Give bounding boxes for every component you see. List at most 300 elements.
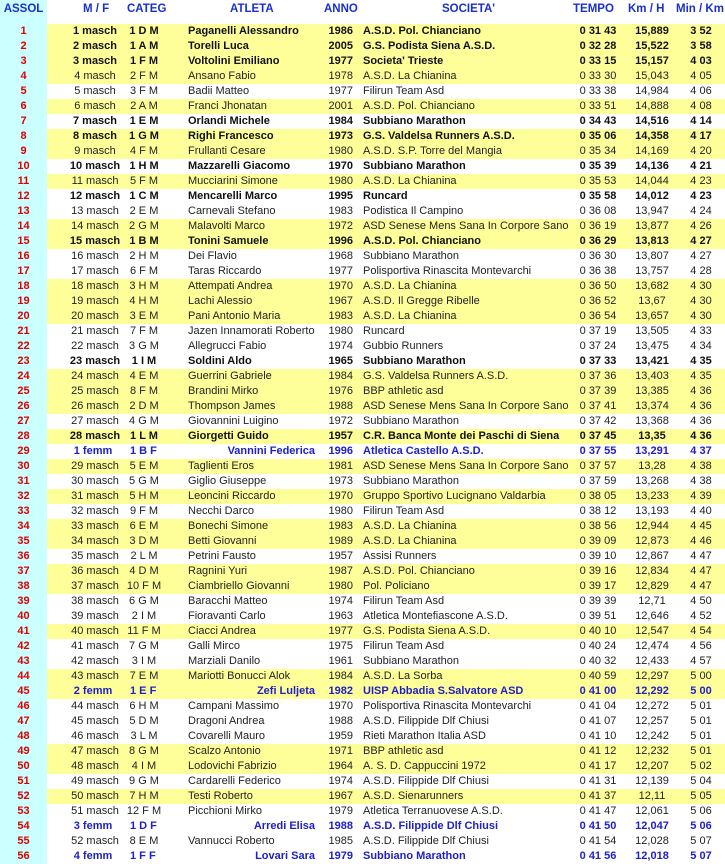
- cell-minkm: 4 52: [690, 610, 712, 622]
- cell-atleta: Soldini Aldo: [188, 355, 252, 367]
- cell-tempo: 0 37 55: [579, 445, 617, 457]
- cell-minkm: 4 28: [690, 265, 712, 277]
- cell-societa: Polisportiva Rinascita Montevarchi: [363, 700, 532, 712]
- cell-assol: 13: [17, 205, 30, 217]
- table-header: [0, 0, 725, 24]
- cell-minkm: 4 05: [690, 70, 712, 82]
- cell-tempo: 0 39 51: [579, 610, 617, 622]
- cell-mf: 42 masch: [71, 655, 119, 667]
- cell-anno: 1985: [328, 835, 353, 847]
- cell-minkm: 4 46: [690, 535, 712, 547]
- cell-mf: 8 masch: [72, 130, 118, 142]
- cell-societa: Subbiano Marathon: [363, 250, 460, 262]
- cell-tempo: 0 35 39: [579, 160, 617, 172]
- cell-anno: 1970: [328, 490, 353, 502]
- cell-mf: 12 masch: [69, 190, 121, 202]
- table-row: [0, 729, 725, 744]
- cell-mf: 27 masch: [71, 415, 119, 427]
- cell-categ: 3 G M: [129, 340, 159, 352]
- cell-kmh: 12,646: [635, 610, 669, 622]
- cell-assol: 33: [17, 505, 30, 517]
- cell-kmh: 14,358: [635, 130, 669, 142]
- table-row: [0, 849, 725, 864]
- cell-categ: 2 A M: [130, 100, 158, 112]
- cell-mf: 13 masch: [71, 205, 119, 217]
- cell-categ: 3 F M: [129, 85, 159, 97]
- cell-societa: BBP athletic asd: [363, 385, 444, 397]
- cell-minkm: 4 30: [690, 310, 712, 322]
- cell-atleta: Lovari Sara: [255, 850, 315, 862]
- cell-kmh: 14,984: [635, 85, 669, 97]
- cell-categ: 8 F M: [129, 385, 159, 397]
- cell-anno: 1976: [328, 385, 353, 397]
- cell-kmh: 12,873: [635, 535, 669, 547]
- table-row: [0, 744, 725, 759]
- cell-atleta: Giovannini Luigino: [188, 415, 279, 427]
- cell-societa: C.R. Banca Monte dei Paschi di Siena: [363, 430, 560, 442]
- cell-mf: 15 masch: [69, 235, 121, 247]
- cell-mf: 30 masch: [71, 475, 119, 487]
- cell-tempo: 0 40 10: [579, 625, 617, 637]
- cell-categ: 2 F M: [129, 70, 159, 82]
- cell-minkm: 4 54: [690, 625, 712, 637]
- cell-mf: 19 masch: [71, 295, 119, 307]
- cell-mf: 2 femm: [73, 685, 113, 697]
- cell-categ: 3 E M: [129, 310, 159, 322]
- cell-societa: Subbiano Marathon: [363, 415, 460, 427]
- cell-assol: 11: [17, 175, 30, 187]
- cell-mf: 49 masch: [71, 775, 119, 787]
- table-row: [0, 279, 725, 294]
- cell-categ: 2 I M: [131, 610, 157, 622]
- cell-mf: 14 masch: [71, 220, 119, 232]
- cell-anno: 1988: [328, 400, 353, 412]
- cell-assol: 43: [17, 655, 30, 667]
- cell-tempo: 0 41 31: [579, 775, 617, 787]
- table-row: [0, 219, 725, 234]
- cell-categ: 2 E M: [129, 205, 159, 217]
- cell-societa: Atletica Terranuovese A.S.D.: [363, 805, 503, 817]
- cell-categ: 1 I M: [131, 355, 157, 367]
- cell-minkm: 4 33: [690, 325, 712, 337]
- cell-categ: 1 D F: [130, 820, 157, 832]
- cell-tempo: 0 37 57: [579, 460, 617, 472]
- cell-tempo: 0 39 09: [579, 535, 617, 547]
- table-row: [0, 264, 725, 279]
- cell-societa: ASD Senese Mens Sana In Corpore Sano: [363, 460, 569, 472]
- cell-minkm: 4 27: [690, 235, 712, 247]
- cell-assol: 55: [17, 835, 30, 847]
- table-row: [0, 624, 725, 639]
- cell-kmh: 13,403: [635, 370, 669, 382]
- cell-societa: A.S.D. La Chianina: [363, 280, 457, 292]
- cell-assol: 17: [17, 265, 30, 277]
- cell-anno: 1964: [328, 760, 353, 772]
- cell-mf: 29 masch: [71, 460, 119, 472]
- cell-minkm: 4 14: [690, 115, 712, 127]
- table-row: [0, 519, 725, 534]
- cell-mf: 21 masch: [71, 325, 119, 337]
- cell-minkm: 4 06: [690, 85, 712, 97]
- table-row: [0, 84, 725, 99]
- cell-assol: 22: [17, 340, 30, 352]
- cell-mf: 52 masch: [71, 835, 119, 847]
- cell-categ: 3 D M: [129, 535, 159, 547]
- cell-mf: 1 femm: [73, 445, 113, 457]
- cell-societa: Filirun Team Asd: [363, 505, 445, 517]
- cell-kmh: 12,047: [635, 820, 669, 832]
- cell-assol: 27: [17, 415, 30, 427]
- cell-minkm: 4 38: [690, 460, 712, 472]
- cell-mf: 47 masch: [71, 745, 119, 757]
- cell-assol: 49: [17, 745, 30, 757]
- cell-categ: 5 E M: [129, 460, 159, 472]
- cell-anno: 1987: [328, 565, 353, 577]
- cell-societa: A.S.D. S.P. Torre del Mangia: [363, 145, 502, 157]
- cell-tempo: 0 36 19: [579, 220, 617, 232]
- cell-kmh: 13,877: [635, 220, 669, 232]
- cell-kmh: 13,368: [635, 415, 669, 427]
- cell-tempo: 0 36 30: [579, 250, 617, 262]
- cell-atleta: Campani Massimo: [188, 700, 280, 712]
- cell-tempo: 0 36 52: [579, 295, 617, 307]
- table-row: [0, 414, 725, 429]
- cell-societa: A.S.D. Filippide Dlf Chiusi: [363, 820, 499, 832]
- cell-categ: 2 D M: [129, 400, 159, 412]
- cell-anno: 1967: [328, 295, 353, 307]
- cell-categ: 6 E M: [129, 520, 159, 532]
- cell-tempo: 0 36 29: [579, 235, 617, 247]
- cell-tempo: 0 41 50: [579, 820, 617, 832]
- cell-kmh: 12,867: [635, 550, 669, 562]
- cell-societa: A.S.D. Pol. Chianciano: [363, 565, 475, 577]
- cell-categ: 3 H M: [129, 280, 159, 292]
- cell-atleta: Lachi Alessio: [188, 295, 253, 307]
- cell-kmh: 12,272: [635, 700, 669, 712]
- cell-atleta: Cardarelli Federico: [188, 775, 281, 787]
- cell-anno: 1975: [328, 640, 353, 652]
- cell-kmh: 13,657: [635, 310, 669, 322]
- cell-minkm: 4 21: [690, 160, 712, 172]
- cell-mf: 38 masch: [71, 595, 119, 607]
- cell-societa: A.S.D. La Sorba: [363, 670, 443, 682]
- cell-assol: 14: [17, 220, 30, 232]
- cell-tempo: 0 37 42: [579, 415, 617, 427]
- cell-mf: 28 masch: [69, 430, 121, 442]
- cell-minkm: 4 47: [690, 550, 712, 562]
- cell-anno: 1983: [328, 520, 353, 532]
- cell-categ: 5 D M: [129, 715, 159, 727]
- table-row: [0, 24, 725, 39]
- cell-atleta: Ciambriello Giovanni: [188, 580, 290, 592]
- cell-minkm: 4 45: [690, 520, 712, 532]
- cell-minkm: 5 05: [690, 790, 712, 802]
- table-row: [0, 489, 725, 504]
- cell-kmh: 12,242: [635, 730, 669, 742]
- cell-minkm: 4 37: [690, 445, 712, 457]
- cell-anno: 1983: [328, 310, 353, 322]
- cell-minkm: 4 40: [690, 505, 712, 517]
- cell-assol: 44: [17, 670, 30, 682]
- cell-categ: 6 G M: [129, 595, 159, 607]
- cell-societa: A.S.D. Filippide Dlf Chiusi: [363, 835, 489, 847]
- cell-tempo: 0 36 08: [579, 205, 617, 217]
- cell-atleta: Vannini Federica: [227, 445, 315, 457]
- cell-tempo: 0 34 43: [579, 115, 617, 127]
- cell-atleta: Frullanti Cesare: [188, 145, 266, 157]
- cell-kmh: 13,505: [635, 325, 669, 337]
- cell-societa: A.S.D. Pol. Chianciano: [363, 25, 481, 37]
- cell-minkm: 4 08: [690, 100, 712, 112]
- cell-assol: 45: [17, 685, 30, 697]
- cell-categ: 11 F M: [127, 625, 161, 637]
- cell-atleta: Voltolini Emiliano: [188, 55, 280, 67]
- cell-atleta: Petrini Fausto: [188, 550, 256, 562]
- cell-kmh: 13,193: [635, 505, 669, 517]
- cell-tempo: 0 41 17: [579, 760, 617, 772]
- cell-societa: ASD Senese Mens Sana In Corpore Sano: [363, 220, 569, 232]
- cell-atleta: Scalzo Antonio: [188, 745, 261, 757]
- cell-kmh: 14,169: [635, 145, 669, 157]
- cell-anno: 1977: [328, 85, 353, 97]
- cell-minkm: 4 03: [690, 55, 712, 67]
- cell-atleta: Ciacci Andrea: [188, 625, 256, 637]
- cell-tempo: 0 35 58: [579, 190, 617, 202]
- cell-assol: 18: [17, 280, 30, 292]
- cell-kmh: 12,257: [635, 715, 669, 727]
- cell-anno: 1972: [328, 415, 353, 427]
- cell-assol: 1: [20, 25, 27, 37]
- table-row: [0, 564, 725, 579]
- cell-categ: 2 L M: [130, 550, 158, 562]
- cell-minkm: 4 57: [690, 655, 712, 667]
- cell-anno: 1980: [328, 145, 353, 157]
- cell-minkm: 5 02: [690, 760, 712, 772]
- cell-assol: 16: [17, 250, 30, 262]
- table-row: [0, 684, 725, 699]
- cell-atleta: Arredi Elisa: [253, 820, 315, 832]
- cell-assol: 40: [17, 610, 30, 622]
- cell-assol: 53: [17, 805, 30, 817]
- cell-kmh: 14,888: [635, 100, 669, 112]
- cell-atleta: Marziali Danilo: [188, 655, 261, 667]
- cell-anno: 1996: [328, 445, 353, 457]
- cell-assol: 32: [17, 490, 30, 502]
- cell-assol: 25: [17, 385, 30, 397]
- cell-minkm: 4 30: [690, 295, 712, 307]
- cell-mf: 6 masch: [74, 100, 116, 112]
- cell-kmh: 12,061: [635, 805, 669, 817]
- cell-kmh: 12,834: [635, 565, 669, 577]
- cell-societa: Podistica Il Campino: [363, 205, 464, 217]
- cell-assol: 9: [20, 145, 27, 157]
- cell-atleta: Mariotti Bonucci Alok: [188, 670, 291, 682]
- cell-minkm: 3 58: [690, 40, 712, 52]
- cell-atleta: Testi Roberto: [188, 790, 253, 802]
- cell-anno: 1984: [328, 115, 353, 127]
- cell-tempo: 0 41 47: [579, 805, 617, 817]
- cell-assol: 2: [20, 40, 27, 52]
- table-row: [0, 639, 725, 654]
- cell-minkm: 4 24: [690, 205, 712, 217]
- cell-societa: G.S. Podista Siena A.S.D.: [363, 625, 491, 637]
- cell-societa: A.S.D. Filippide Dlf Chiusi: [363, 775, 489, 787]
- cell-anno: 1965: [328, 355, 353, 367]
- table-row: [0, 129, 725, 144]
- table-row: [0, 594, 725, 609]
- cell-societa: A.S.D. Il Gregge Ribelle: [363, 295, 480, 307]
- cell-societa: A.S.D. La Chianina: [363, 175, 457, 187]
- cell-tempo: 0 38 05: [579, 490, 617, 502]
- cell-kmh: 13,682: [635, 280, 669, 292]
- cell-tempo: 0 36 54: [579, 310, 617, 322]
- cell-mf: 11 masch: [71, 175, 119, 187]
- cell-mf: 43 masch: [71, 670, 119, 682]
- cell-societa: BBP athletic asd: [363, 745, 444, 757]
- table-row: [0, 144, 725, 159]
- table-row: [0, 699, 725, 714]
- cell-categ: 1 D M: [129, 25, 159, 37]
- cell-anno: 1957: [328, 430, 353, 442]
- cell-tempo: 0 39 16: [579, 565, 617, 577]
- cell-societa: Subbiano Marathon: [363, 850, 466, 862]
- cell-categ: 5 G M: [129, 475, 159, 487]
- cell-kmh: 13,385: [635, 385, 669, 397]
- cell-minkm: 4 47: [690, 580, 712, 592]
- cell-anno: 1981: [328, 460, 353, 472]
- cell-atleta: Attempati Andrea: [188, 280, 273, 292]
- cell-tempo: 0 31 43: [579, 25, 617, 37]
- cell-kmh: 13,757: [635, 265, 669, 277]
- results-table: [0, 24, 725, 864]
- cell-mf: 32 masch: [71, 505, 119, 517]
- cell-assol: 39: [17, 595, 30, 607]
- header-kmh: Km / H: [628, 3, 665, 15]
- cell-atleta: Zefi Luljeta: [256, 685, 315, 697]
- cell-atleta: Badii Matteo: [188, 85, 250, 97]
- cell-mf: 17 masch: [71, 265, 119, 277]
- cell-tempo: 0 37 59: [579, 475, 617, 487]
- cell-kmh: 13,233: [635, 490, 669, 502]
- cell-assol: 19: [17, 295, 30, 307]
- cell-atleta: Giorgetti Guido: [188, 430, 269, 442]
- cell-minkm: 5 00: [690, 685, 712, 697]
- cell-tempo: 0 41 00: [579, 685, 617, 697]
- table-row: [0, 759, 725, 774]
- cell-categ: 1 H M: [129, 160, 159, 172]
- table-row: [0, 249, 725, 264]
- cell-societa: UISP Abbadia S.Salvatore ASD: [363, 685, 524, 697]
- cell-categ: 6 F M: [129, 265, 159, 277]
- cell-mf: 48 masch: [71, 760, 119, 772]
- cell-assol: 34: [17, 520, 30, 532]
- cell-anno: 1984: [328, 370, 353, 382]
- cell-societa: A.S.D. La Chianina: [363, 310, 457, 322]
- cell-societa: G.S. Valdelsa Runners A.S.D.: [363, 130, 515, 142]
- cell-assol: 26: [17, 400, 30, 412]
- cell-mf: 4 masch: [74, 70, 116, 82]
- header-atleta: ATLETA: [230, 3, 274, 15]
- cell-tempo: 0 37 41: [579, 400, 617, 412]
- cell-atleta: Galli Mirco: [188, 640, 240, 652]
- table-row: [0, 204, 725, 219]
- cell-mf: 31 masch: [71, 490, 119, 502]
- cell-tempo: 0 41 37: [579, 790, 617, 802]
- cell-anno: 2005: [328, 40, 353, 52]
- cell-atleta: Dragoni Andrea: [188, 715, 265, 727]
- cell-tempo: 0 36 50: [579, 280, 617, 292]
- cell-kmh: 13,813: [635, 235, 669, 247]
- cell-minkm: 4 35: [690, 355, 712, 367]
- cell-anno: 1980: [328, 505, 353, 517]
- cell-minkm: 5 07: [690, 850, 712, 862]
- cell-anno: 1972: [328, 220, 353, 232]
- cell-assol: 30: [17, 460, 30, 472]
- cell-anno: 1957: [328, 550, 353, 562]
- cell-atleta: Franci Jhonatan: [188, 100, 267, 112]
- cell-tempo: 0 41 10: [579, 730, 617, 742]
- cell-minkm: 4 36: [690, 385, 712, 397]
- cell-kmh: 14,012: [635, 190, 669, 202]
- table-row: [0, 114, 725, 129]
- cell-categ: 9 F M: [129, 505, 159, 517]
- cell-categ: 8 G M: [129, 745, 159, 757]
- table-row: [0, 429, 725, 444]
- cell-categ: 4 E M: [129, 370, 159, 382]
- cell-assol: 41: [17, 625, 30, 637]
- table-row: [0, 399, 725, 414]
- cell-tempo: 0 40 24: [579, 640, 617, 652]
- cell-kmh: 13,67: [638, 295, 666, 307]
- cell-anno: 1961: [328, 655, 353, 667]
- table-row: [0, 774, 725, 789]
- cell-assol: 8: [20, 130, 27, 142]
- cell-mf: 40 masch: [71, 625, 119, 637]
- table-row: [0, 174, 725, 189]
- cell-anno: 1978: [328, 70, 353, 82]
- cell-anno: 1984: [328, 670, 353, 682]
- cell-societa: A.S.D. La Chianina: [363, 535, 457, 547]
- cell-societa: Runcard: [363, 190, 408, 202]
- cell-atleta: Paganelli Alessandro: [188, 25, 299, 37]
- cell-tempo: 0 33 38: [579, 85, 617, 97]
- cell-atleta: Righi Francesco: [188, 130, 274, 142]
- cell-minkm: 5 01: [690, 730, 712, 742]
- cell-atleta: Lodovichi Fabrizio: [188, 760, 277, 772]
- cell-societa: A.S.D. Filippide Dlf Chiusi: [363, 715, 489, 727]
- cell-atleta: Orlandi Michele: [188, 115, 270, 127]
- cell-minkm: 4 27: [690, 250, 712, 262]
- cell-atleta: Mencarelli Marco: [188, 190, 278, 202]
- cell-atleta: Covarelli Mauro: [188, 730, 266, 742]
- cell-mf: 44 masch: [71, 700, 119, 712]
- cell-atleta: Leoncini Riccardo: [188, 490, 276, 502]
- table-row: [0, 324, 725, 339]
- table-row: [0, 834, 725, 849]
- cell-minkm: 4 20: [690, 145, 712, 157]
- cell-anno: 1980: [328, 325, 353, 337]
- cell-atleta: Betti Giovanni: [188, 535, 257, 547]
- cell-societa: Atletica Montefiascone A.S.D.: [363, 610, 508, 622]
- cell-tempo: 0 41 07: [579, 715, 617, 727]
- cell-categ: 7 E M: [129, 670, 159, 682]
- cell-societa: ASD Senese Mens Sana In Corpore Sano: [363, 400, 569, 412]
- cell-kmh: 13,374: [635, 400, 669, 412]
- cell-categ: 6 H M: [129, 700, 159, 712]
- cell-anno: 1968: [328, 250, 353, 262]
- cell-kmh: 14,136: [635, 160, 669, 172]
- cell-mf: 4 femm: [73, 850, 113, 862]
